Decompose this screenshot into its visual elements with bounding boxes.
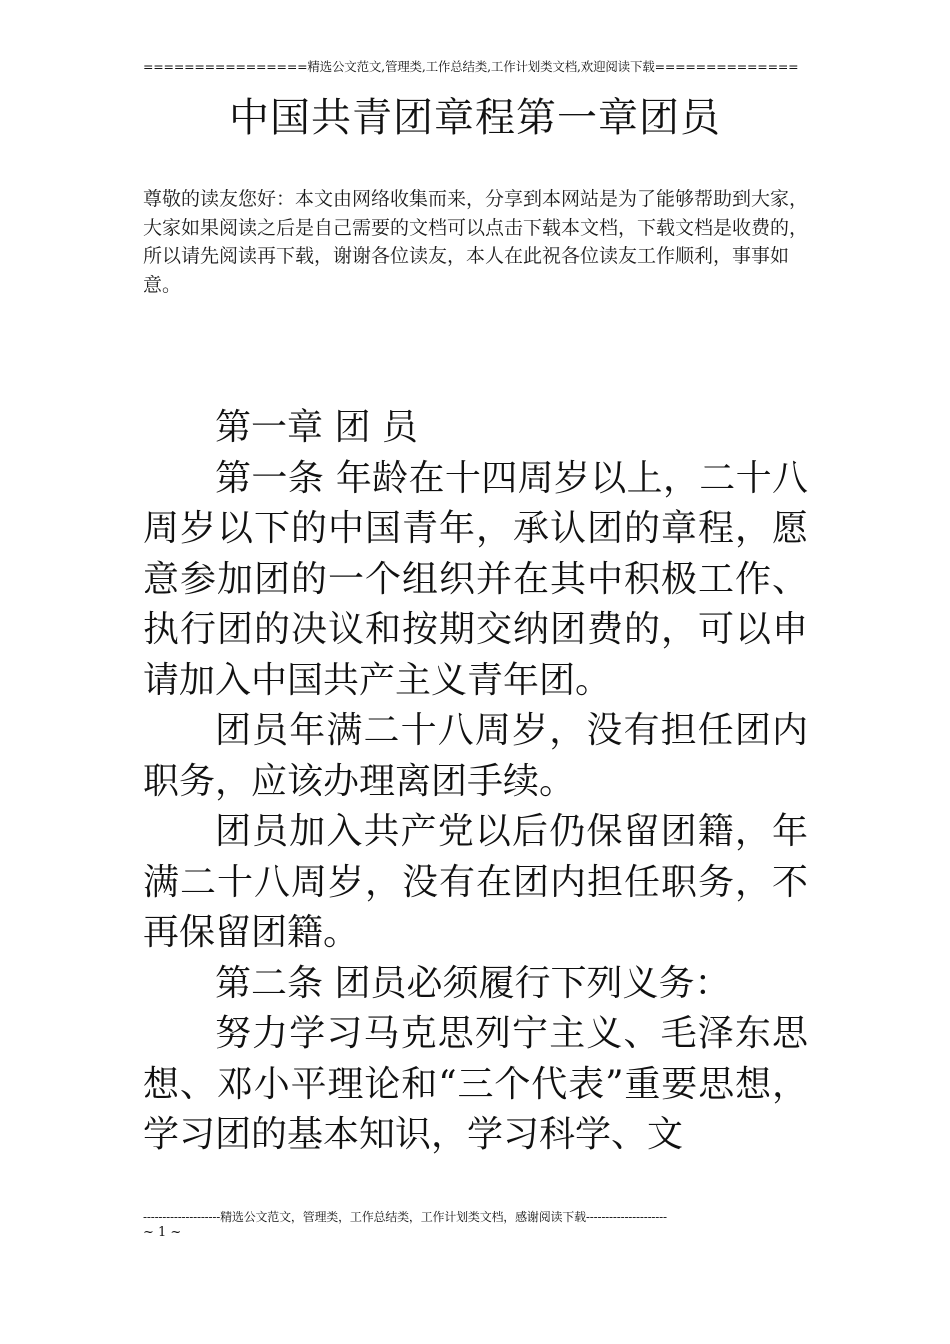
- paragraph: 第二条 团员必须履行下列义务：: [215, 962, 731, 1004]
- paragraph: 团员加入共产党以后仍保留团籍，年满二十八周岁，没有在团内担任职务，不再保留团籍。: [143, 811, 808, 953]
- header-banner: ================精选公文范文,管理类,工作总结类,工作计划类文档,欢迎阅读下载==============: [143, 59, 799, 74]
- paragraph: 努力学习马克思列宁主义、毛泽东思想、邓小平理论和“三个代表”重要思想，学习团的基本知识，学习科学、文: [143, 1013, 808, 1155]
- footer-banner: --------------------精选公文范文，管理类，工作总结类，工作计划类文档，感谢阅读下载---------------------: [143, 1210, 667, 1224]
- page-number: ~ 1 ~: [143, 1225, 182, 1240]
- paragraph: 团员年满二十八周岁，没有担任团内职务，应该办理离团手续。: [143, 710, 808, 802]
- chapter-heading: 第一章 团 员: [215, 407, 418, 448]
- document-body: [143, 403, 808, 1161]
- document-title: 中国共青团章程第一章团员: [229, 95, 721, 141]
- paragraph: 第一条 年龄在十四周岁以上，二十八周岁以下的中国青年，承认团的章程，愿意参加团的一个组织并在其中积极工作、执行团的决议和按期交纳团费的，可以申请加入中国共产主义青年团。: [143, 457, 808, 701]
- reader-notice: 尊敬的读友您好：本文由网络收集而来，分享到本网站是为了能够帮助到大家，大家如果阅读之后是自己需要的文档可以点击下载本文档，下载文档是收费的，所以请先阅读再下载，谢谢各位读友，本人在此祝各位读友工作顺利，事事如意。: [143, 188, 809, 296]
